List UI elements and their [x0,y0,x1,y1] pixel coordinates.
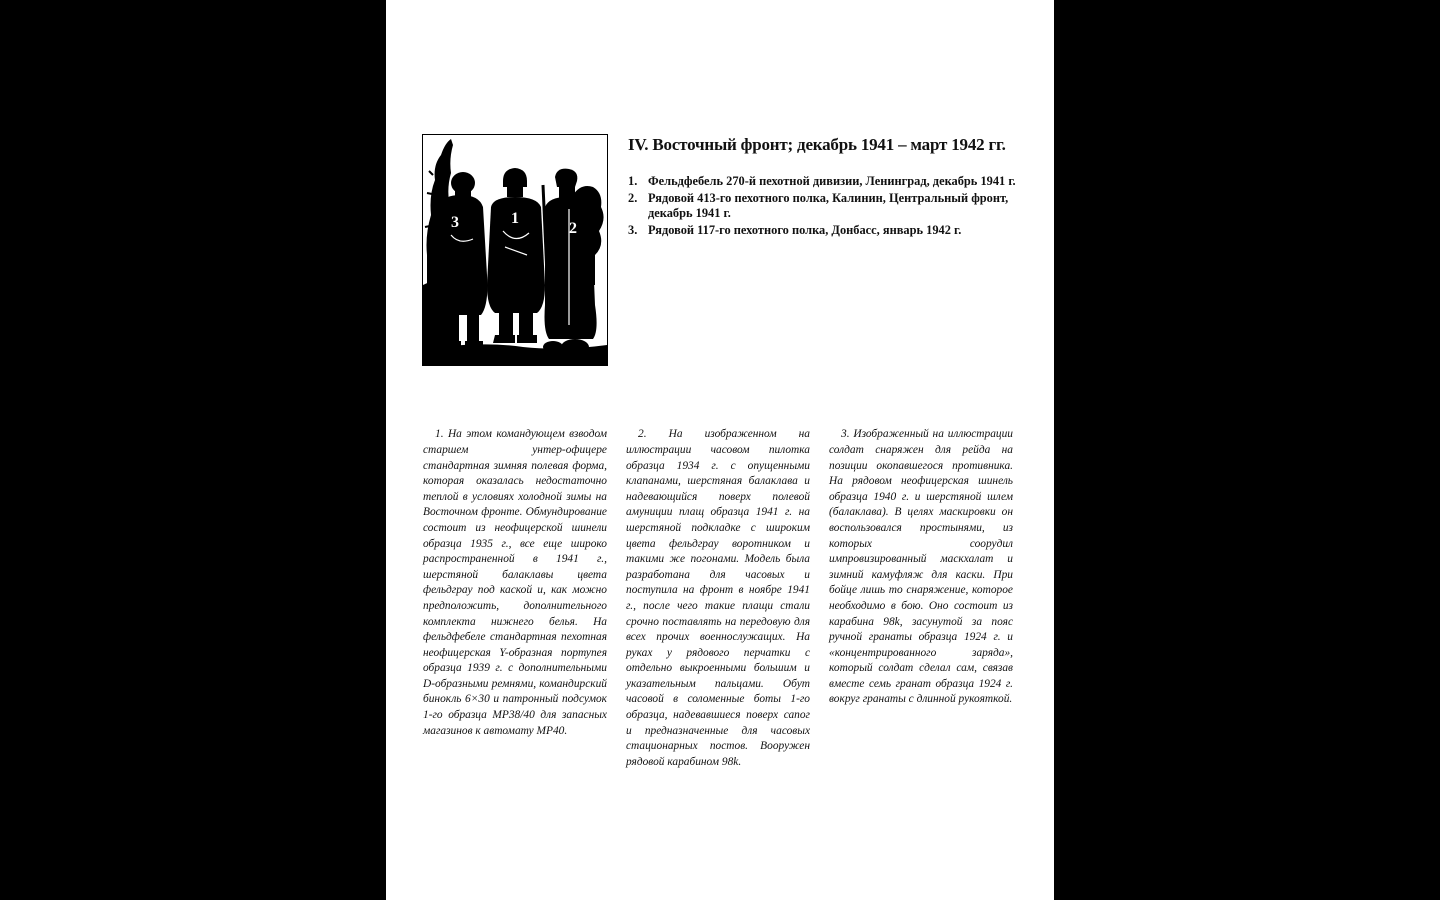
plate-header [628,136,1020,240]
body-column-1: 1. На этом командующем взводом старшем унтер-офицере стандартная зимняя полевая форма, которая оказалась недостаточно теплой в условиях холодной зимы на Восточном фронте. Обмундирование состоит из неофицерской шинели образца 1935 г., все еще широко распространенной в 1941 г., шерстяной балаклавы цвета фельдграу под каской и, как можно предположить, дополнительного комплекта нижнего белья. На фельдфебеле стандартная пехотная неофицерская Y-образная портупея образца 1939 г. с дополнительными D-образными ремнями, командирский бинокль 6×30 и патронный подсумок 1-го образца MP38/40 для запасных магазинов к автомату MP40. [423,428,607,737]
plate-silhouette-illustration [422,134,608,366]
book-page [386,0,1054,900]
plate-title: IV. Восточный фронт; декабрь 1941 – март 1942 гг. [628,135,1006,154]
caption-number: 2. [628,191,638,205]
caption-text: Фельдфебель 270-й пехотной дивизии, Ленинград, декабрь 1941 г. [648,174,1016,188]
caption-item [628,191,1020,221]
caption-text: Рядовой 413-го пехотного полка, Калинин, Центральный фронт, декабрь 1941 г. [648,191,1009,220]
caption-number: 1. [628,174,638,188]
caption-list [628,174,1020,238]
marker-1: 1 [511,210,519,227]
caption-number: 3. [628,223,638,237]
caption-item [628,223,1020,238]
caption-item [628,174,1020,189]
soldiers-silhouette-image [423,135,607,365]
marker-2: 2 [569,220,577,237]
caption-text: Рядовой 117-го пехотного полка, Донбасс, январь 1942 г. [648,223,962,237]
body-column-2: 2. На изображенном на иллюстрации часовом пилотка образца 1934 г. с опущенными клапанами, шерстяная балаклава и надевающийся поверх полевой амуниции плащ образца 1941 г. на шерстяной подкладке с широким цвета фельдграу воротником и такими же погонами. Модель была разработана для часовых и поступила на фронт в ноябре 1941 г., после чего такие плащи стали срочно поставлять на передовую для всех прочих военнослужащих. На руках у рядового перчатки с отдельно выкроенными большим и указательным пальцами. Обут часовой в соломенные боты 1-го образца, надевавшиеся поверх сапог и предназначенные для часовых стационарных постов. Вооружен рядовой карабином 98k. [626,428,810,768]
body-column-3: 3. Изображенный на иллюстрации солдат снаряжен для рейда на позиции окопавшегося противника. На рядовом неофицерская шинель образца 1940 г. и шерстяной шлем (балаклава). В целях маскировки он воспользовался простынями, из которых соорудил импровизированный маскхалат и зимний камуфляж для каски. При бойце лишь то снаряжение, которое необходимо в бою. Оно состоит из карабина 98k, засунутой за пояс ручной гранаты образца 1924 г. и «концентрированного заряда», который солдат сделал сам, связав вместе семь гранат образца 1924 г. вокруг гранаты с длинной рукояткой. [829,428,1013,706]
marker-3: 3 [451,214,459,231]
